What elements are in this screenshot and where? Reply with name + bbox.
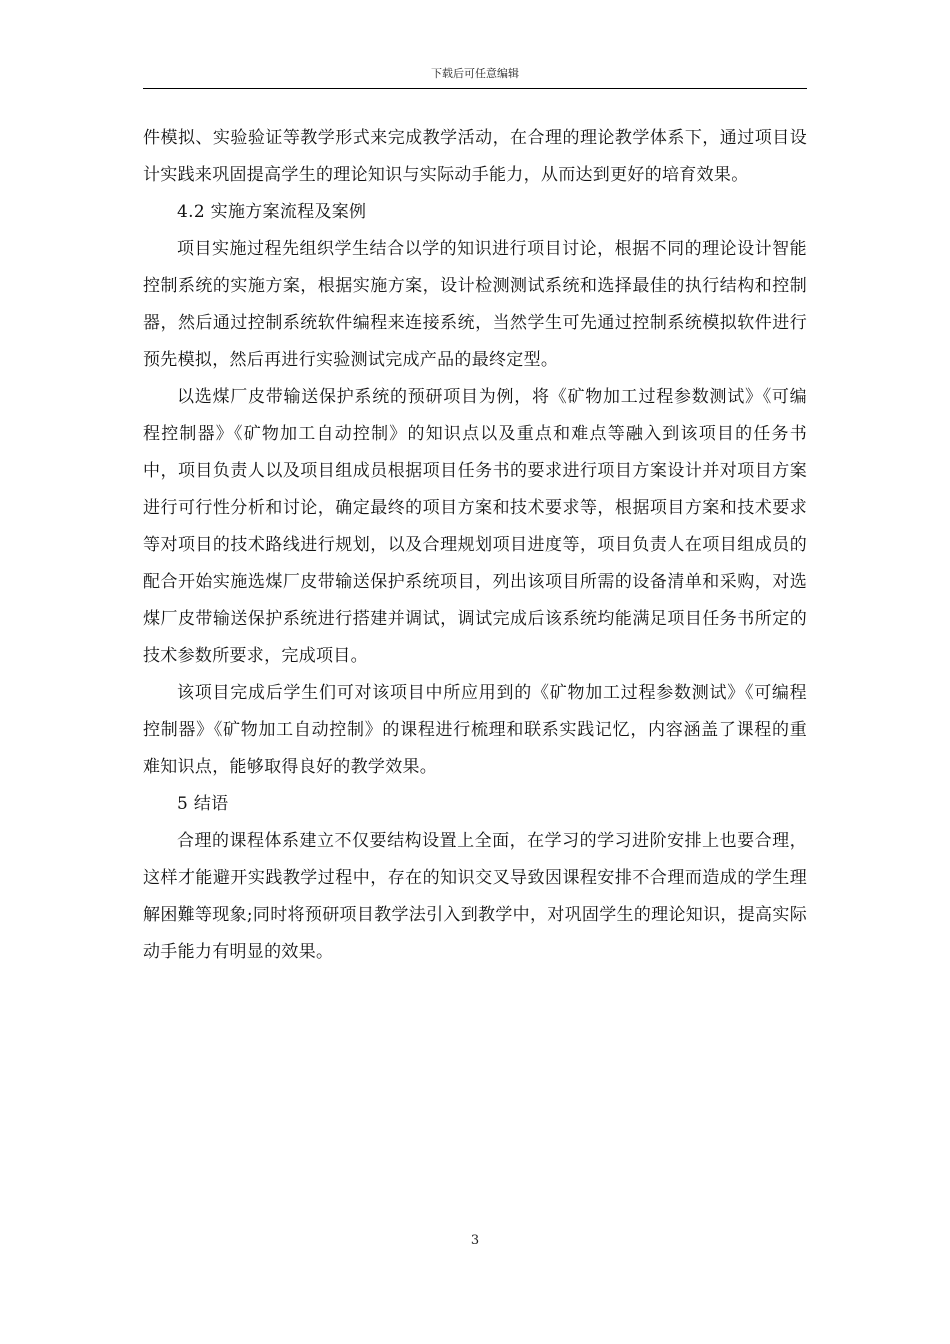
paragraph-conclusion: 合理的课程体系建立不仅要结构设置上全面，在学习的学习进阶安排上也要合理，这样才能避开实践教学过程中，存在的知识交叉导致因课程安排不合理而造成的学生理解困難等现象;同时将预研项目教学法引入到教学中，对巩固学生的理论知识，提高实际动手能力有明显的效果。 <box>143 831 807 962</box>
paragraph-implementation-process: 项目实施过程先组织学生结合以学的知识进行项目讨论，根据不同的理论设计智能控制系统的实施方案，根据实施方案，设计检测测试系统和选择最佳的执行结构和控制器，然后通过控制系统软件编程来连接系统，当然学生可先通过控制系统模拟软件进行预先模拟，然后再进行实验测试完成产品的最终定型。 <box>143 239 807 370</box>
paragraph-case-example: 以选煤厂皮带输送保护系统的预研项目为例，将《矿物加工过程参数测试》《可编程控制器》《矿物加工自动控制》的知识点以及重点和难点等融入到该项目的任务书中，项目负责人以及项目组成员根据项目任务书的要求进行项目方案设计并对项目方案进行可行性分析和讨论，确定最终的项目方案和技术要求等，根据项目方案和技术要求等对项目的技术路线进行规划，以及合理规划项目进度等，项目负责人在项目组成员的配合开始实施选煤厂皮带输送保护系统项目，列出该项目所需的设备清单和采购，对选煤厂皮带输送保护系统进行搭建并调试，调试完成后该系统均能满足项目任务书所定的技术参数所要求，完成项目。 <box>143 387 807 666</box>
section-heading-5: 5 结语 <box>177 794 229 814</box>
paragraph-case-outcome: 该项目完成后学生们可对该项目中所应用到的《矿物加工过程参数测试》《可编程控制器》《矿物加工自动控制》的课程进行梳理和联系实践记忆，内容涵盖了课程的重难知识点，能够取得良好的教学效果。 <box>143 683 807 777</box>
paragraph-continuation: 件模拟、实验验证等教学形式来完成教学活动，在合理的理论教学体系下，通过项目设计实践来巩固提高学生的理论知识与实际动手能力，从而达到更好的培育效果。 <box>143 128 807 185</box>
page-number: 3 <box>470 1233 480 1248</box>
header-divider <box>143 88 807 89</box>
document-body <box>143 120 807 971</box>
page-header: 下载后可任意编辑 <box>431 67 519 80</box>
section-heading-4-2: 4.2 实施方案流程及案例 <box>177 202 367 222</box>
